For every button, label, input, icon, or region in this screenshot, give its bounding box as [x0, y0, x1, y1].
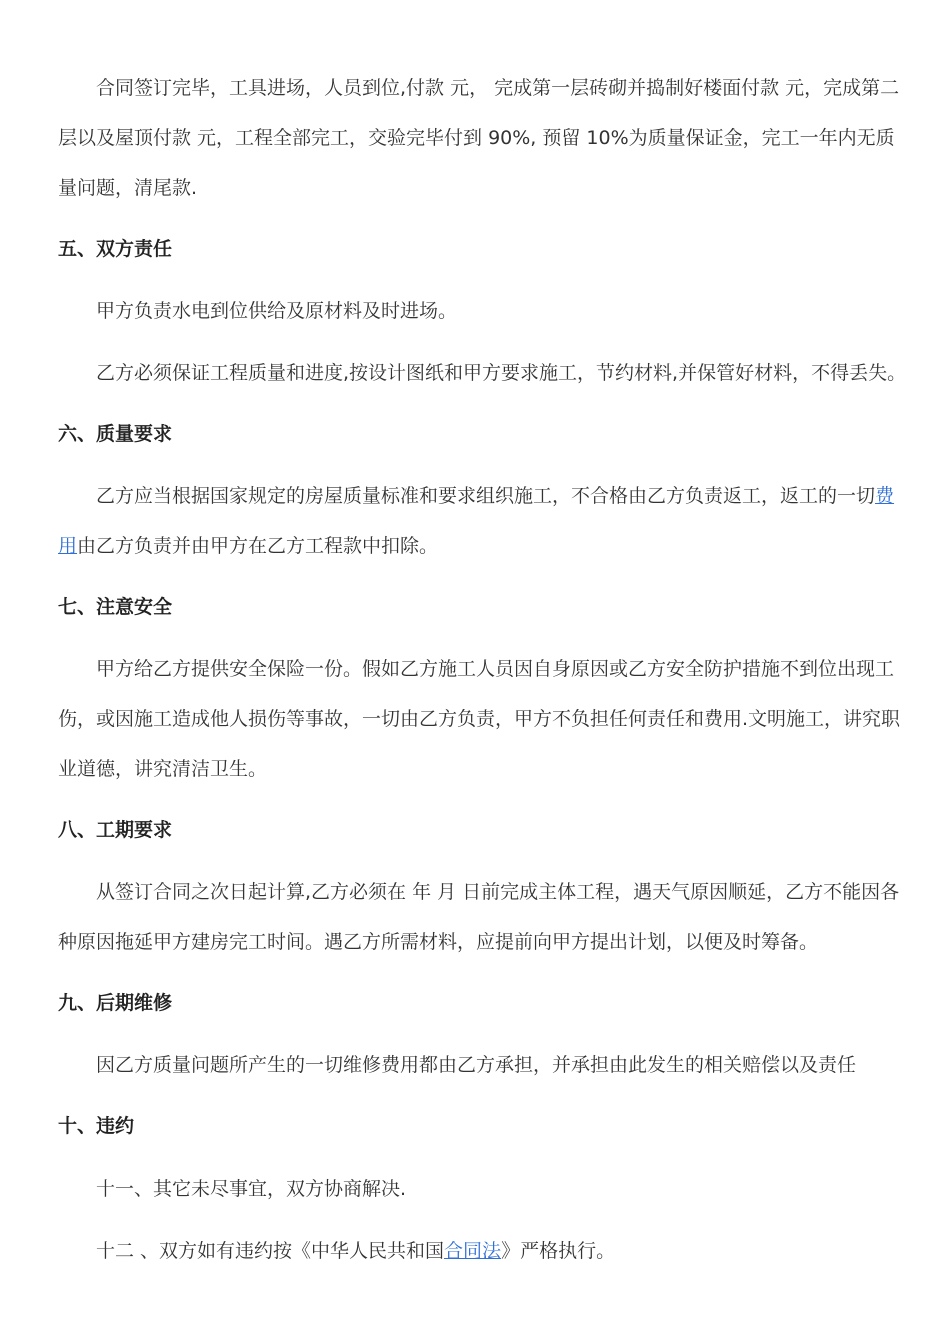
other-matters-paragraph: 十一、其它未尽事宜，双方协商解决. [96, 1178, 407, 1200]
quality-text-before: 乙方应当根据国家规定的房屋质量标准和要求组织施工，不合格由乙方负责返工，返工的一切 [96, 485, 876, 507]
section-title-responsibilities: 五、双方责任 [58, 238, 173, 260]
breach-law-paragraph [58, 1226, 908, 1276]
fee-link[interactable]: 费用 [58, 485, 895, 557]
breach-text-before: 十二 、双方如有违约按《中华人民共和国 [96, 1240, 445, 1262]
responsibility-paragraph-party-a: 甲方负责水电到位供给及原材料及时进场。 [96, 300, 458, 322]
maintenance-paragraph: 因乙方质量问题所产生的一切维修费用都由乙方承担，并承担由此发生的相关赔偿以及责任 [96, 1054, 857, 1076]
schedule-paragraph: 从签订合同之次日起计算,乙方必须在 年 月 日前完成主体工程，遇天气原因顺延，乙方不能因各种原因拖延甲方建房完工时间。遇乙方所需材料，应提前向甲方提出计划，以便及时筹备。 [58, 881, 900, 953]
section-title-schedule: 八、工期要求 [58, 819, 173, 841]
quality-paragraph [58, 471, 908, 571]
section-title-maintenance: 九、后期维修 [58, 992, 173, 1014]
safety-paragraph: 甲方给乙方提供安全保险一份。假如乙方施工人员因自身原因或乙方安全防护措施不到位出现工伤，或因施工造成他人损伤等事故，一切由乙方负责，甲方不负担任何责任和费用.文明施工，讲究职业道德，讲究清洁卫生。 [58, 658, 901, 780]
contract-law-link[interactable]: 合同法 [444, 1240, 502, 1262]
breach-text-after: 》严格执行。 [501, 1240, 616, 1262]
section-title-safety: 七、注意安全 [58, 596, 173, 618]
responsibility-paragraph-party-b: 乙方必须保证工程质量和进度,按设计图纸和甲方要求施工，节约材料,并保管好材料，不得丢失。 [96, 362, 907, 384]
payment-paragraph: 合同签订完毕，工具进场，人员到位,付款 元， 完成第一层砖砌并捣制好楼面付款 元，完成第二层以及屋顶付款 元，工程全部完工，交验完毕付到 90%, 预留 10%为质量保证金，完工一年内无质量问题，清尾款. [58, 77, 900, 199]
quality-text-after: 由乙方负责并由甲方在乙方工程款中扣除。 [77, 535, 439, 557]
section-title-breach: 十、违约 [58, 1115, 135, 1137]
section-title-quality: 六、质量要求 [58, 423, 173, 445]
